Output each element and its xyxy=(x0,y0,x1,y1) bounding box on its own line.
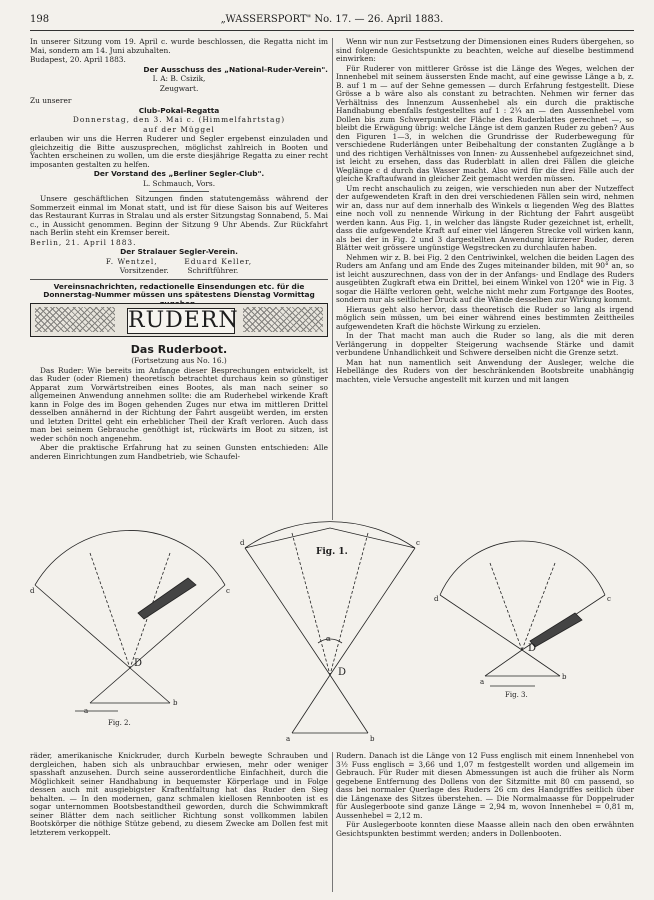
article-paragraph: Nehmen wir z. B. bei Fig. 2 den Centriwinkel, welchen die beiden Lagen des Ruders am Anfang und am Ende des Zuges miteinander bilden, mit 90° an, so ist leicht auszurechnen, dass von der in der Anfangs- und Endlage des Ruders ausgeübten Zugkraft etwa ein Drittel, bei einem Winkel von 120° wie in Fig. 3 sogar die Hälfte verloren geht, welche nicht mehr zum Fortgange des Bootes, sondern nur als seitlicher Druck auf die Wände desselben zur Wirkung kommt. xyxy=(336,252,634,304)
page-header xyxy=(30,14,634,28)
club-pokal-place: auf der Müggel xyxy=(143,124,215,134)
fig2-label-b: b xyxy=(173,699,178,707)
fig2-label-a: a xyxy=(84,707,89,715)
notice-national-sign3: Zeugwart. xyxy=(159,83,199,93)
fig3-label-a: a xyxy=(480,678,485,686)
fig1-label-b: b xyxy=(370,735,375,743)
right-column xyxy=(336,38,634,520)
article-title: Das Ruderboot. xyxy=(130,343,228,356)
fig1-label-a: a xyxy=(286,735,291,743)
fig1-label-d: d xyxy=(240,539,245,547)
article-paragraph: Für Auslegerboote konnten diese Maasse allein nach den oben erwähnten Gesichtspunkten bestimmt werden; anders in Dollenbooten. xyxy=(336,820,634,838)
fig2-label-c: c xyxy=(226,587,230,595)
stralau-text: Unsere geschäftlichen Sitzungen finden statutengemäss während der Sommerzeit einmal im Monat statt, und ist für diese Saison bis auf Weiteres das Restaurant Kurras in Stralau und als erster Sitzungstag Sonnabend, 5. Mai c., in Aussicht genommen. Beginn der Sitzung 9 Uhr Abends. Zur Rückfahrt nach Berlin steht ein Kremser bereit. xyxy=(30,194,328,237)
article-paragraph: Hieraus geht also hervor, dass theoretisch die Ruder so lang als irgend möglich sein müssen, um bei einer während eines bestimmten Zeittheiles aufgewendeten Kraft die höchste Wirkung zu erzielen. xyxy=(336,304,634,331)
running-head: „WASSERSPORT" No. 17. — 26. April 1883. xyxy=(220,14,444,25)
article-column xyxy=(30,343,328,520)
section-title: RUDERN xyxy=(128,308,239,333)
notice-national-sign2: I. A: B. Csizik, xyxy=(152,74,206,83)
article-paragraph: Rudern. Danach ist die Länge von 12 Fuss englisch mit einem Innenhebel von 3½ Fuss englisch = 3,66 und 1,07 m festgestellt worden und allgemein im Gebrauch. Für Ruder mit diesen Abmessungen ist auch die früher als Norm gegebene Entfernung des Dollens von der Sitzmitte mit 80 cm passend, so dass bei normaler Querlage des Ruders 26 cm des Handgriffes seitlich über die Längenaxe des Sitzes überstehen. — Die Normalmaasse für Doppelruder für Auslegerboote sind ganze Länge = 2,94 m, wovon Innenhebel = 0,81 m, Aussenhebel = 2,12 m. xyxy=(336,751,634,820)
notice-national-date: Budapest, 20. April 1883. xyxy=(30,55,126,64)
fig1-alpha: α xyxy=(326,635,331,643)
stralau-roles: Vorsitzender. Schriftführer. xyxy=(119,266,239,275)
ornament-right xyxy=(243,307,323,332)
fig2-point-d: D xyxy=(134,658,143,669)
article-subtitle: (Fortsetzung aus No. 16.) xyxy=(131,356,227,365)
article-paragraph: Das Ruder: Wie bereits im Anfange dieser Besprechungen entwickelt, ist das Ruder (oder Riemen) theoretisch betrachtet durchaus kein so günstiger Apparat zum Vorwärtstreiben eines Bootes, als man nach seiner so allgemeinen Anwendung annehmen sollte: die am Ruderhebel wirkende Kraft kann in Folge des im Bogen gehenden Zuges nur etwa im mittleren Drittel desselben annähernd in der Richtung der Fahrt ausgeübt werden, im ersten und letzten Drittel geht ein erheblicher Theil der Kraft verloren. Auch dass man bei seinem Gebrauche genöthigt ist, rückwärts im Boot zu sitzen, ist weder schön noch angenehm. xyxy=(30,365,328,443)
article-paragraph: räder, amerikanische Knickruder, durch Kurbeln bewegte Schrauben und dergleichen, haben sich als unbrauchbar erwiesen, mehr oder weniger spasshaft anzusehen. Durch seine ausserordentliche Einfachheit, durch die Möglichkeit seiner Handhabung in bequemster Körperlage und in Folge dessen auch mit ausgiebigster Kraftentfaltung hat das Ruder den Sieg behalten. — In den modernen, ganz schmalen kiellosen Rennbooten ist es sogar unternommen Bootsbestandtheil geworden, durch die Schwimmkraft seiner Blätter dem nach seitlicher Richtung sonst vollkommen labilen Bootskörper die nöthige Stütze gebend, zu diesem Zwecke am Dollen fest mit letzterem verkoppelt. xyxy=(30,751,328,837)
fig3-point-d: D xyxy=(528,643,537,654)
fig1-point-d: D xyxy=(338,667,347,678)
club-pokal-sign: Der Vorstand des „Berliner Segler-Club". xyxy=(93,169,265,178)
article-paragraph: Für Ruderer von mittlerer Grösse ist die Länge des Weges, welchen der Innenhebel mit seinem äussersten Ende macht, auf eine gewisse Länge a b, z. B. auf 1 m — auf der Sehne gemessen — durch Erfahrung festgestellt. Diese Grösse a b wäre also als constant zu betrachten. Nehmen wir ferner das Verhältniss des Innenzum Aussenhebel als ein durch die praktische Handhabung ebenfalls festgestelltes auf 1 : 2¼ an — den Aussenhebel vom Dollen bis zum Schwerpunkt der Fläche des Ruderblattes gerechnet —, so bleibt die Erwägung übrig: welche Länge ist dem ganzen Ruder zu geben? Aus den Figuren 1—3, in welchen die Grundrisse der Ruderbewegung für verschiedene Ruderlängen unter Beibehaltung der constanten Zuglänge a b und des richtigen Verhältnisses von Innen- zu Aussenhebel aufgezeichnet sind, ist leicht zu ersehen, dass das Ruderblatt in allen drei Fällen die gleiche Weglänge c d durch das Wasser macht. Also wird für die drei Fälle auch der gleiche Kraftaufwand in gleicher Zeit gemacht werden müssen. xyxy=(336,63,634,183)
divider xyxy=(149,191,209,192)
column-rule xyxy=(332,38,333,520)
ornament-left xyxy=(35,307,115,332)
zu-unserer: Zu unserer xyxy=(30,96,72,105)
fig1-label: Fig. 1. xyxy=(316,547,348,557)
fig3-label-d: d xyxy=(434,595,439,603)
divider-full xyxy=(30,279,328,280)
page-number: 198 xyxy=(30,14,50,25)
club-pokal-date: Donnerstag, den 3. Mai c. (Himmelfahrtstag) xyxy=(72,115,286,124)
notice-national-sign: Der Ausschuss des „National-Ruder-Verein". xyxy=(143,64,328,74)
stralau-sign: Der Stralauer Segler-Verein. xyxy=(120,247,238,256)
club-pokal-sign2: L. Schmauch, Vors. xyxy=(142,178,216,188)
bottom-right-column xyxy=(336,752,634,892)
editorial-notice: Vereinsnachrichten, redactionelle Einsendungen etc. für die Donnerstag-Nummer müssen uns spätestens Dienstag Vormittag xyxy=(43,281,315,299)
notice-national: In unserer Sitzung vom 19. April c. wurde beschlossen, die Regatta nicht im Mai, sondern am 14. Juni abzuhalten. xyxy=(30,37,328,55)
notices-column xyxy=(30,38,328,298)
fig2-label: Fig. 2. xyxy=(108,719,131,727)
article-paragraph: Aber die praktische Erfahrung hat zu seinen Gunsten entschieden: Alle anderen Einrichtungen zum Handbetrieb, wie Schaufel- xyxy=(30,443,328,461)
stralau-date: Berlin, 21. April 1883. xyxy=(30,237,137,247)
bottom-left-column xyxy=(30,752,328,892)
fig2-label-d: d xyxy=(30,587,35,595)
article-paragraph: In der That macht man auch die Ruder so lang, als die mit deren Verlängerung in doppelter Steigerung wachsende Stärke und damit verbundene Unhandlichkeit und Schwere derselben nicht die Grenze setzt. xyxy=(336,331,634,357)
fig3-label-b: b xyxy=(562,673,567,681)
article-paragraph: Wenn wir nun zur Festsetzung der Dimensionen eines Ruders übergehen, so sind folgende Gesichtspunkte zu beachten, welche auf dieselbe bestimmend einwirken: xyxy=(336,37,634,63)
fig3-label: Fig. 3. xyxy=(505,691,528,699)
club-pokal-title: Club-Pokal-Regatta xyxy=(138,105,220,115)
column-rule xyxy=(332,752,333,892)
fig1-label-c: c xyxy=(416,539,420,547)
section-banner xyxy=(30,303,328,337)
club-pokal-text: erlauben wir uns die Herren Ruderer und Segler ergebenst einzuladen und gleichzeitig die Bitte auszusprechen, möglichst zahlreich in Booten und Yachten erscheinen zu wollen, um die erste diesjährige Regatta zu einer recht imposanten gestalten zu helfen. xyxy=(30,134,328,169)
stralau-names: F. Wentzel, Eduard Keller, xyxy=(105,256,253,266)
article-paragraph: Man hat nun namentlich seit Anwendung der Ausleger, welche die Hebellänge des Ruders von der beschränkenden Bootsbreite unabhängig machten, viele Versuche angestellt mit kurzen und mit langen xyxy=(336,357,634,384)
fig3-diagram xyxy=(440,541,605,686)
header-rule xyxy=(30,30,634,31)
figures-area xyxy=(30,523,634,748)
article-paragraph: Um recht anschaulich zu zeigen, wie verschieden nun aber der Nutzeffect der aufgewendeten Kraft in den drei verschiedenen Fällen sein wird, nehmen wir an, dass nur auf dem innerhalb des Winkels α liegenden Weg des Blattes eine noch voll zu nennende Wirkung in der Richtung der Fahrt ausgeübt werden kann. Aus Fig. 1, in welcher das längste Ruder gezeichnet ist, erhellt, dass die aufgewendete Kraft auf einer viel längeren Strecke voll wirken kann, als bei der in Fig. 2 und 3 dargestellten Anwendung kürzerer Ruder, deren Blätter weit grössere ungünstige Wegstrecken zu durchlaufen haben. xyxy=(336,183,634,252)
fig2-diagram xyxy=(35,530,225,711)
fig3-label-c: c xyxy=(607,595,611,603)
